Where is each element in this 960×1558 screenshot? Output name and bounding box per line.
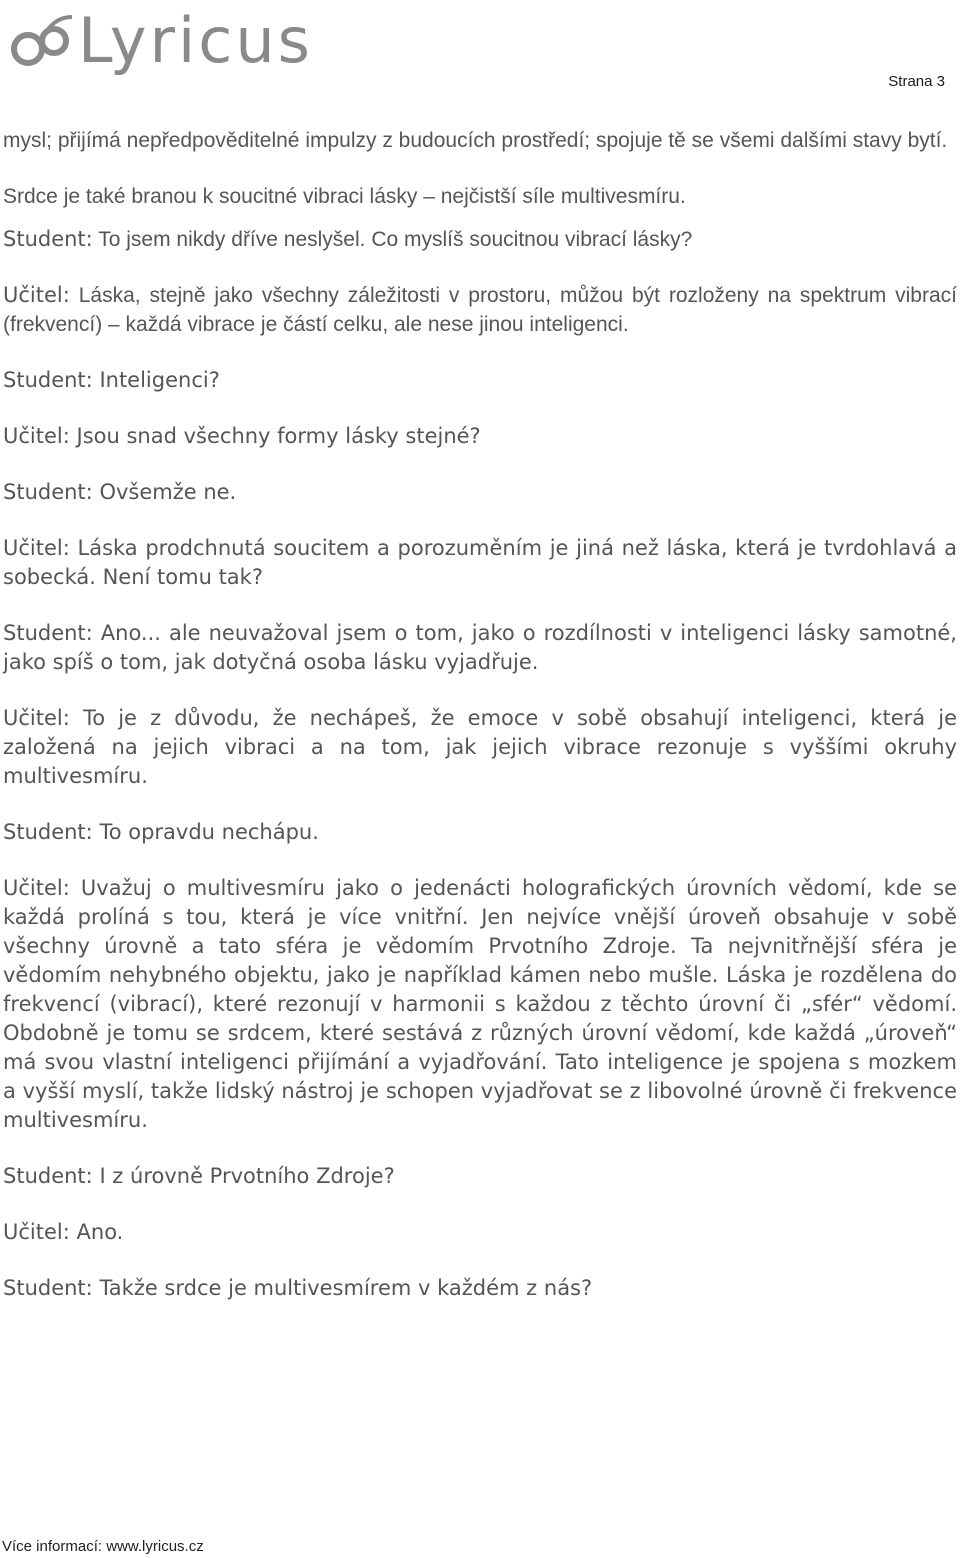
speaker-label: Učitel: bbox=[3, 876, 70, 900]
paragraph-text: mysl; přijímá nepředpověditelné impulzy z budoucích prostředí; spojuje tě se všemi dalšími stavy bytí. bbox=[3, 129, 948, 152]
paragraph-text: To jsem nikdy dříve neslyšel. Co myslíš soucitnou vibrací lásky? bbox=[98, 228, 693, 251]
paragraph bbox=[3, 1218, 957, 1247]
logo-text: Lyricus bbox=[78, 4, 313, 77]
paragraph bbox=[3, 534, 957, 592]
paragraph-text: To je z důvodu, že nechápeš, že emoce v sobě obsahují inteligenci, která je založená na jejich vibraci a na tom, jak jejich vibrace rezonuje s vyššími okruhy multivesmíru. bbox=[3, 706, 958, 788]
paragraph bbox=[3, 422, 957, 451]
paragraph-text: Jsou snad všechny formy lásky stejné? bbox=[76, 424, 481, 448]
speaker-label: Učitel: bbox=[3, 424, 70, 448]
paragraph bbox=[3, 874, 957, 1135]
paragraph bbox=[3, 126, 957, 155]
speaker-label: Student: bbox=[3, 1164, 93, 1188]
paragraph bbox=[3, 704, 957, 791]
speaker-label: Učitel: bbox=[3, 536, 70, 560]
speaker-label: Student: bbox=[3, 1276, 93, 1300]
footer-link[interactable]: Více informací: www.lyricus.cz bbox=[2, 1538, 204, 1555]
speaker-label: Učitel: bbox=[3, 283, 70, 307]
lyricus-logo bbox=[6, 6, 313, 76]
paragraph bbox=[3, 619, 957, 677]
paragraph bbox=[3, 818, 957, 847]
paragraph-text: Láska, stejně jako všechny záležitosti v prostoru, můžou být rozloženy na spektrum vibrací (frekvencí) – každá vibrace je částí celku, ale nese jinou inteligenci. bbox=[3, 284, 957, 336]
paragraph-text: Láska prodchnutá soucitem a porozuměním je jiná než láska, která je tvrdohlavá a sobecká. Není tomu tak? bbox=[3, 536, 957, 589]
paragraph-text: Inteligenci? bbox=[99, 368, 220, 392]
dialogue-body bbox=[3, 126, 957, 1330]
speaker-label: Student: bbox=[3, 820, 93, 844]
paragraph bbox=[3, 366, 957, 395]
paragraph bbox=[3, 281, 957, 339]
paragraph-text: Ovšemže ne. bbox=[99, 480, 237, 504]
speaker-label: Student: bbox=[3, 621, 93, 645]
speaker-label: Student: bbox=[3, 227, 93, 251]
paragraph bbox=[3, 478, 957, 507]
paragraph-text: Uvažuj o multivesmíru jako o jedenácti holografických úrovních vědomí, kde se každá prolíná s tou, která je více vnitřní. Jen nejvíce vnější úroveň obsahuje v sobě všechny úrovně a tato sféra je vědomím Prvotního Zdroje. Ta nejvnitřnější sféra je vědomím nehybného objektu, jako je například kámen nebo mušle. Láska je rozdělena do frekvencí (vibrací), které rezonují v harmonii s každou z těchto úrovní či „sfér“ vědomí. Obdobně je tomu se srdcem, které sestává z různých úrovní vědomí, kde každá „úroveň“ má svou vlastní inteligenci přijímání a vyjadřování. Tato inteligence je spojena s mozkem a vyšší myslí, takže lidský nástroj je schopen vyjadřovat se z libovolné úrovně či frekvence multivesmíru. bbox=[3, 876, 957, 1132]
paragraph bbox=[3, 1162, 957, 1191]
paragraph bbox=[3, 182, 957, 211]
paragraph-text: I z úrovně Prvotního Zdroje? bbox=[99, 1164, 395, 1188]
paragraph-text: Takže srdce je multivesmírem v každém z nás? bbox=[99, 1276, 593, 1300]
speaker-label: Učitel: bbox=[3, 1220, 70, 1244]
speaker-label: Student: bbox=[3, 368, 93, 392]
speaker-label: Student: bbox=[3, 480, 93, 504]
paragraph bbox=[3, 1274, 957, 1303]
paragraph-text: Srdce je také branou k soucitné vibraci lásky – nejčistší síle multivesmíru. bbox=[3, 185, 686, 208]
paragraph-text: Ano... ale neuvažoval jsem o tom, jako o rozdílnosti v inteligenci lásky samotné, jako spíš o tom, jak dotyčná osoba lásku vyjadřuje. bbox=[3, 621, 957, 674]
page-number: Strana 3 bbox=[888, 73, 945, 90]
speaker-label: Učitel: bbox=[3, 706, 70, 730]
paragraph-text: Ano. bbox=[76, 1220, 124, 1244]
paragraph-text: To opravdu nechápu. bbox=[99, 820, 319, 844]
logo-mark-icon bbox=[6, 11, 76, 71]
paragraph bbox=[3, 225, 957, 254]
